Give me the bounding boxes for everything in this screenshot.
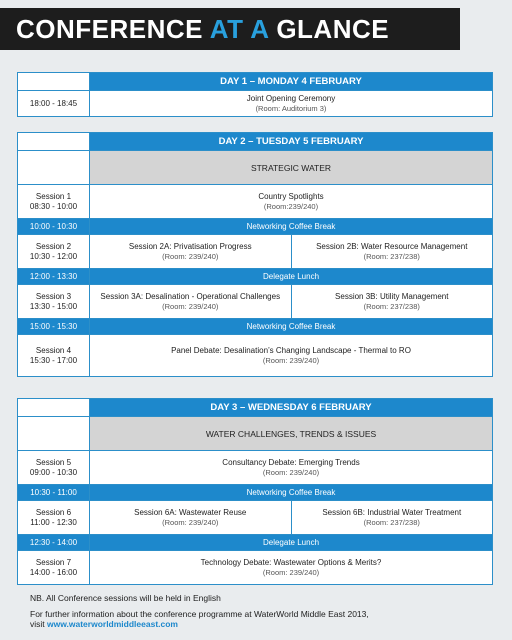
day2-track-corner — [18, 151, 90, 185]
session-row — [18, 185, 493, 219]
session-cell — [90, 551, 493, 585]
break-label: Networking Coffee Break — [90, 319, 493, 335]
session-row — [18, 501, 493, 535]
session-time-cell — [18, 235, 90, 269]
session-cell-b — [291, 501, 493, 535]
session-row — [18, 551, 493, 585]
website-link[interactable]: www.waterworldmiddleeast.com — [47, 619, 178, 629]
session-title: Session 6A: Wastewater Reuse — [134, 507, 247, 517]
day3-header-corner — [18, 399, 90, 417]
break-time: 12:30 - 14:00 — [18, 535, 90, 551]
session-time-cell — [18, 551, 90, 585]
footer-notes — [30, 593, 500, 635]
break-row — [18, 485, 493, 501]
break-label: Delegate Lunch — [90, 269, 493, 285]
session-room: (Room: 239/240) — [162, 251, 219, 261]
day3-header-row — [18, 399, 493, 417]
session-title: Session 3B: Utility Management — [335, 291, 449, 301]
session-time-cell — [18, 335, 90, 377]
session-room: (Room: 239/240) — [262, 467, 320, 477]
session-label: Session 5 — [35, 457, 72, 467]
day3-header: DAY 3 – WEDNESDAY 6 FEBRUARY — [90, 399, 493, 417]
session-time: 10:30 - 12:00 — [29, 251, 78, 261]
session-room: (Room: 239/240) — [262, 567, 320, 577]
session-title: Session 3A: Desalination - Operational Challenges — [100, 291, 281, 301]
session-room: (Room: 237/238) — [363, 251, 420, 261]
info-note — [30, 609, 500, 629]
day2-track-row — [18, 151, 493, 185]
break-time: 10:00 - 10:30 — [18, 219, 90, 235]
break-label: Networking Coffee Break — [90, 219, 493, 235]
session-row — [18, 451, 493, 485]
day1-row — [18, 91, 493, 117]
event-room: (Room: Auditorium 3) — [255, 103, 327, 113]
break-time: 15:00 - 15:30 — [18, 319, 90, 335]
day3-track-row — [18, 417, 493, 451]
session-cell — [90, 185, 493, 219]
day1-time: 18:00 - 18:45 — [18, 91, 90, 117]
break-row — [18, 219, 493, 235]
session-title: Consultancy Debate: Emerging Trends — [222, 457, 360, 467]
page-title — [16, 14, 389, 44]
title-part-2: GLANCE — [268, 14, 390, 44]
session-label: Session 4 — [35, 345, 72, 355]
day1-header-row — [18, 73, 493, 91]
session-room: (Room: 237/238) — [363, 301, 420, 311]
day1-event — [90, 91, 493, 117]
session-room: (Room: 239/240) — [162, 517, 219, 527]
session-title: Panel Debate: Desalination’s Changing Landscape - Thermal to RO — [171, 345, 411, 355]
session-cell-a — [90, 235, 292, 269]
session-title: Session 6B: Industrial Water Treatment — [322, 507, 462, 517]
session-time-cell — [18, 285, 90, 319]
session-cell-b — [291, 285, 493, 319]
day2-header-row — [18, 133, 493, 151]
session-room: (Room: 239/240) — [162, 301, 219, 311]
day1-header: DAY 1 – MONDAY 4 FEBRUARY — [90, 73, 493, 91]
break-row — [18, 319, 493, 335]
session-time-cell — [18, 501, 90, 535]
info-text: For further information about the conference programme at WaterWorld Middle East 2013, — [30, 609, 369, 619]
session-cell-a — [90, 285, 292, 319]
session-title: Session 2A: Privatisation Progress — [128, 241, 252, 251]
day2-header: DAY 2 – TUESDAY 5 FEBRUARY — [90, 133, 493, 151]
title-highlight: AT A — [209, 14, 269, 44]
session-time: 14:00 - 16:00 — [29, 567, 78, 577]
break-row — [18, 269, 493, 285]
session-label: Session 1 — [35, 191, 72, 201]
session-row — [18, 235, 493, 269]
break-label: Delegate Lunch — [90, 535, 493, 551]
session-time-cell — [18, 185, 90, 219]
session-row — [18, 285, 493, 319]
break-time: 10:30 - 11:00 — [18, 485, 90, 501]
day3-table — [17, 398, 493, 585]
day2-header-corner — [18, 133, 90, 151]
session-room: (Room: 239/240) — [262, 355, 320, 365]
session-title: Session 2B: Water Resource Management — [316, 241, 468, 251]
break-label: Networking Coffee Break — [90, 485, 493, 501]
title-banner — [0, 8, 460, 50]
language-note: NB. All Conference sessions will be held in English — [30, 593, 221, 603]
session-cell-a — [90, 501, 292, 535]
session-time: 13:30 - 15:00 — [29, 301, 78, 311]
event-title: Joint Opening Ceremony — [246, 93, 336, 103]
session-time-cell — [18, 451, 90, 485]
session-label: Session 3 — [35, 291, 72, 301]
day3-track-corner — [18, 417, 90, 451]
day3-track-name: WATER CHALLENGES, TRENDS & ISSUES — [90, 417, 493, 451]
session-room: (Room:239/240) — [263, 201, 319, 211]
day1-header-corner — [18, 73, 90, 91]
session-room: (Room: 237/238) — [363, 517, 420, 527]
session-label: Session 2 — [35, 241, 72, 251]
session-time: 11:00 - 12:30 — [30, 517, 77, 527]
session-label: Session 6 — [35, 507, 72, 517]
session-time: 08:30 - 10:00 — [29, 201, 78, 211]
session-title: Country Spotlights — [258, 191, 324, 201]
session-time: 09:00 - 10:30 — [29, 467, 78, 477]
session-cell-b — [291, 235, 493, 269]
break-time: 12:00 - 13:30 — [18, 269, 90, 285]
title-part-1: CONFERENCE — [16, 14, 210, 44]
day1-table — [17, 72, 493, 117]
session-row — [18, 335, 493, 377]
break-row — [18, 535, 493, 551]
day2-table — [17, 132, 493, 377]
session-label: Session 7 — [35, 557, 72, 567]
day2-track-name: STRATEGIC WATER — [90, 151, 493, 185]
session-title: Technology Debate: Wastewater Options & Merits? — [200, 557, 382, 567]
visit-text: visit — [30, 619, 47, 629]
session-time: 15:30 - 17:00 — [29, 355, 78, 365]
session-cell — [90, 451, 493, 485]
session-cell — [90, 335, 493, 377]
